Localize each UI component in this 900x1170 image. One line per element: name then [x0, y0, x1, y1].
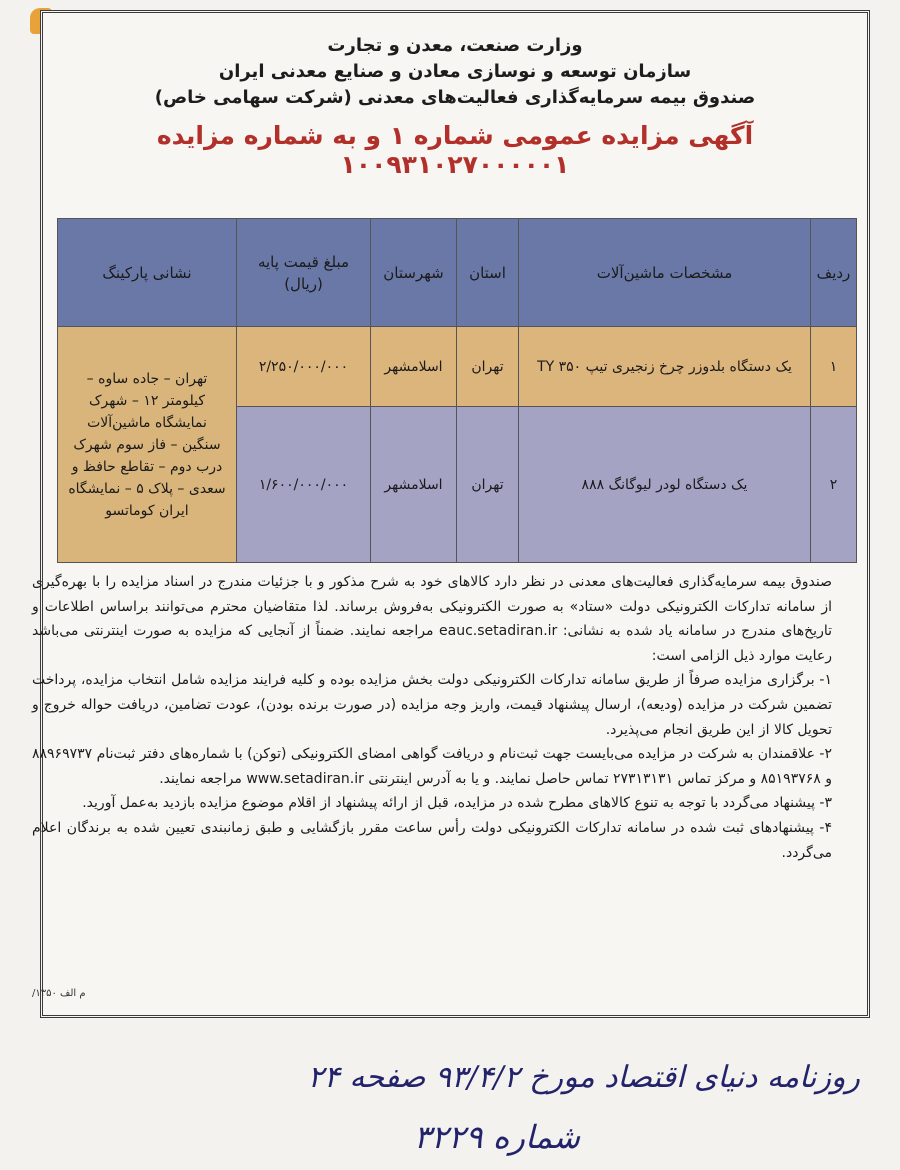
ministry-name: وزارت صنعت، معدن و تجارت	[327, 35, 583, 56]
notice-body	[32, 570, 832, 865]
col-city: شهرستان	[371, 219, 457, 327]
condition-item-1: ۱- برگزاری مزایده صرفاً از طریق سامانه تدارکات الکترونیکی دولت بخش مزایده بوده و کلیه فرایند مزایده شامل انتخاب مزایده، پرداخت تضمین شرکت در مزایده (ودیعه)، ارسال پیشنهاد قیمت، واریز وجه مزایده (در صورت برنده بودن)، عودت تضامین، دریافت حواله خروج و تحویل کالا از این طریق انجام می‌پذیرد.	[32, 672, 832, 738]
base-price: ۲/۲۵۰/۰۰۰/۰۰۰	[237, 327, 371, 407]
col-row-number: ردیف	[811, 219, 857, 327]
machine-spec: یک دستگاه لودر لیوگانگ ۸۸۸	[519, 407, 811, 563]
notice-header	[43, 13, 867, 179]
table-row	[58, 327, 857, 407]
intro-paragraph: صندوق بیمه سرمایه‌گذاری فعالیت‌های معدنی در نظر دارد کالاهای خود به شرح مذکور و با جزئیات مندرج در اسناد مزایده را با بهره‌گیری از سامانه تدارکات الکترونیکی دولت «ستاد» به صورت الکترونیکی به‌فروش برساند. لذا متقاضیان محترم می‌توانند براساس اطلاعات و تاریخ‌های مندرج در سامانه یاد شده به نشانی: eauc.setadiran.ir مراجعه نمایند. ضمناً از آنجایی که مزایده به صورت اینترنتی می‌باشد رعایت موارد ذیل الزامی است:	[32, 574, 832, 664]
auction-notice	[40, 10, 870, 1018]
condition-item-3: ۳- پیشنهاد می‌گردد با توجه به تنوع کالاهای مطرح شده در مزایده، قبل از ارائه پیشنهاد از اقلام موضوع مزایده بازدید به‌عمل آورید.	[82, 795, 832, 812]
items-table	[57, 218, 857, 563]
row-number: ۲	[811, 407, 857, 563]
province: تهران	[457, 407, 519, 563]
organization-name: سازمان توسعه و نوسازی معادن و صنایع معدنی ایران	[218, 61, 692, 82]
col-province: استان	[457, 219, 519, 327]
handwritten-issue-number: شماره ۳۲۲۹	[413, 1118, 580, 1156]
handwritten-source-note: روزنامه دنیای اقتصاد مورخ ۹۳/۴/۲ صفحه ۲۴	[307, 1060, 860, 1095]
condition-item-4: ۴- پیشنهادهای ثبت شده در سامانه تدارکات الکترونیکی دولت رأس ساعت مقرر بازگشایی و طبق زمانبندی تعیین شده به برندگان اعلام می‌گردد.	[32, 819, 832, 861]
col-parking-address: نشانی پارکینگ	[58, 219, 237, 327]
row-number: ۱	[811, 327, 857, 407]
base-price: ۱/۶۰۰/۰۰۰/۰۰۰	[237, 407, 371, 563]
city: اسلامشهر	[371, 327, 457, 407]
publication-code: م الف ۱۳۵۰/	[32, 988, 86, 999]
machine-spec: یک دستگاه بلدوزر چرخ زنجیری تیپ TY ۳۵۰	[519, 327, 811, 407]
condition-item-2: ۲- علاقمندان به شرکت در مزایده می‌بایست جهت ثبت‌نام و دریافت گواهی امضای الکترونیکی (توکن) با شماره‌های دفتر ثبت‌نام ۸۸۹۶۹۷۳۷ و ۸۵۱۹۳۷۶۸ و مرکز تماس ۲۷۳۱۳۱۳۱ تماس حاصل نمایند. و یا به آدرس اینترنتی www.setadiran.ir مراجعه نمایند.	[32, 746, 832, 787]
city: اسلامشهر	[371, 407, 457, 563]
table-header-row	[58, 219, 857, 327]
col-machine-spec: مشخصات ماشین‌آلات	[519, 219, 811, 327]
parking-address: تهران – جاده ساوه – کیلومتر ۱۲ – شهرک نمایشگاه ماشین‌آلات سنگین – فاز سوم شهرک درب دوم – تقاطع حافظ و سعدی – پلاک ۵ – نمایشگاه ایران کوماتسو	[58, 327, 237, 563]
province: تهران	[457, 327, 519, 407]
col-base-price: مبلغ قیمت پایه (ریال)	[237, 219, 371, 327]
notice-title: آگهی مزایده عمومی شماره ۱ و به شماره مزایده ۱۰۰۹۳۱۰۲۷۰۰۰۰۰۱	[156, 121, 754, 179]
fund-name: صندوق بیمه سرمایه‌گذاری فعالیت‌های معدنی (شرکت سهامی خاص)	[154, 87, 756, 108]
